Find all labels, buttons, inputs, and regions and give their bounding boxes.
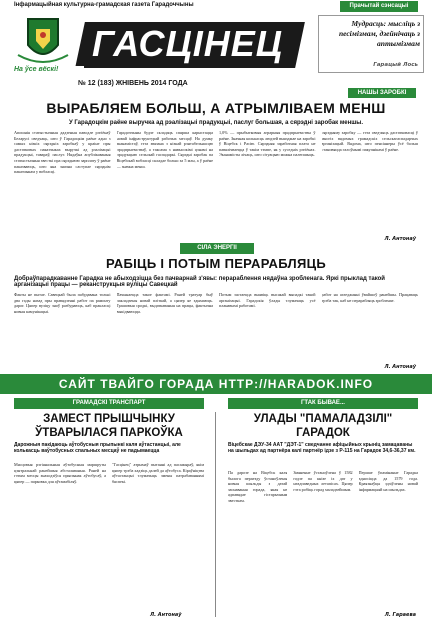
article1-col: Апошнія статыстычныя дадзеныя паводле рэгіёнаў Беларусі сведчаць, што ў Гарадоцкім раёне адно з самых нізкіх сярэдніх заробкаў у краіне пры дастатковых паказчыках выручкі ад рэалізацыі прадукцыі, тавараў, паслуг. Нядаўна апублікаваныя статыстычныя звесткі пра сярэднюю зарплату ў раёне паказваюць, што яна значна саступае сярэднім паказчыкам у вобласці. xyxy=(14,130,111,175)
motto-author: Гарацый Лось xyxy=(373,62,418,68)
slogan: На ўсе вёскі! xyxy=(14,66,84,78)
article1-headline: ВЫРАБЛЯЕМ БОЛЬШ, А АТРЫМЛІВАЕМ МЕНШ xyxy=(46,100,386,116)
article2-signature: Л. Антонаў xyxy=(384,364,416,370)
article2-body xyxy=(14,292,418,368)
article3-col: Мясцовыя рэгіянальныя аўтобусныя маршруты цэнтральнай ранейшыя абсталяваныя. Раней на гэтым месцы знаходзіўся прыпынак аўтобусаў, а цяпер — парковка для аўтамабіляў. xyxy=(14,462,106,484)
article2-tag: СІЛА ЭНЕРГІІ xyxy=(180,243,254,254)
tab-public-transport: ГРАМАДСКІ ТРАНСПАРТ xyxy=(14,398,204,409)
article1-col: 1,0% — прыбытковыя аграрныя прадпрыемствы ў раёне. Значная колькасць людзей выязджае на заробкі ў Віцебск і Расію. Сярэдняя заработная плата не павялічваецца ў такім тэмпе, як у суседніх рэгіёнах. Эканамісты лічаць, што сітуацыю можна палепшыць. xyxy=(219,130,316,158)
article4-col: Змяненне ўстаноўлена ў 1582 годзе па кнізе іх дат у неадпаведных летапісах. Цяпер гэта робіць горад маладзейшым. xyxy=(293,470,353,492)
coat-of-arms-icon xyxy=(12,15,74,67)
article4-col: Па дарозе на Віцебск каля былога пераезду ўстаноўлены новыя шыльды з датай заснавання горада, якая не адпавядае гістарычным звесткам. xyxy=(228,470,288,503)
article1-col: Гарадоччыны будзе складаць спярша карыстацца новай інфраструктурай рабочых месцаў. На думку эканамістаў, гэта звязана з нізкай рэнтабельнасцю прадпрыемстваў, а таксама з нявысокімі цэнамі на прадукцыю сельскай гаспадаркі. Сярэдні заробак па Віцебскай вобласці складае больш за 5 млн, а ў раёне — значна менш. xyxy=(116,130,213,169)
article1-col: сярэдняму заробку — гэта сведчыць дастатковасці ў многіх вядомых грамадскіх сельскагаспадарчых арганізацый. Вядома, што пенсіянеры ўсё больш становяцца галоўнымі пакупнікамі ў раёне. xyxy=(321,130,418,152)
article3-headline: ЗАМЕСТ ПРЫШЧЫНКУ ЎТВАРЫЛАСЯ ПАРКОЎКА xyxy=(35,413,183,439)
website-banner[interactable]: САЙТ ТВАЙГО ГОРАДА HTTP://HARADOK.INFO xyxy=(0,374,432,394)
rubric-label: Прачытай сэнсацыі xyxy=(340,1,418,12)
article4-headline: УЛАДЫ "ПАМАЛАДЗІЛІ" ГАРАДОК xyxy=(253,413,393,439)
article1-deck: У Гарадоцкім раёне выручка ад рэалізацыі прадукцыі, паслуг большая, а сярэдні заробак меншы. xyxy=(68,120,364,126)
article4-deck: Віцебскае ДЭУ-34 ААТ "ДЭТ-1" сведчанне афіцыйных крыніц замацаваны на шыльдах ад партнёра калі партнёр ідзе з P-115 на Гарадок 34,6-36,37 км. xyxy=(228,442,416,455)
article2-headline: РАБІЦЬ І ПОТЫМ ПЕРАРАБЛЯЦЬ xyxy=(105,256,327,271)
article1-body xyxy=(14,130,418,236)
newspaper-title: ГАСЦІНЕЦ xyxy=(92,23,283,64)
article1-signature: Л. Антонаў xyxy=(384,236,416,242)
issue-number: № 12 (183) ЖНІВЕНЬ 2014 ГОДА xyxy=(78,80,188,87)
section-tag: НАШЫ ЗАРОБКІ xyxy=(348,88,416,98)
motto-text: Мудрасць: мысліць з песімізмам, дзейнічаць з аптымізмам xyxy=(338,19,420,48)
tab-it-happens: ГТАК БЫВАЕ... xyxy=(228,398,418,409)
article4-signature: Л. Гараева xyxy=(384,612,416,618)
article3-body xyxy=(14,462,204,612)
article3-col: "Гасцінец" атрымаў пытанні ад пасажыраў, якім цяпер трэба хадзіць далей да аўтобуса. Кіраўніцтва аўтастанцыі тлумачыць змены патрабаваннямі бяспекі. xyxy=(112,462,204,484)
article3-deck: Дарожныя пакідаюць аўтобусныя прыпынкі каля аўтастанцыі, але колькасць ваўтобусных спальных месцаў не падымаецца xyxy=(14,442,181,455)
tagline: Інфармацыйная культурна-грамадская газета Гарадоччыны xyxy=(14,2,194,8)
article2-col: Пачынаецца такое фактамі. Раней тратуар быў пакладзены новай пліткай, а цяпер яе здымаюць. Грашовыя сродкі, выдаткаваныя на працы, фактычна выкідваюцца. xyxy=(116,292,213,314)
article4-col: Першае ўпамінанне Гарадка адносіцца да 1579 года. Краязнаўцы здзіўлены новай інфармацыяй на шыльдах. xyxy=(358,470,418,492)
article2-deck: Добраўпарадкаванне Гарадка не абыходзіцца без пачварнай з'явы: перараблення нядаўна зробленага. Яркі прыклад такой арганізацыі працы — реканструкцыя вуліцы Савецкай xyxy=(14,276,385,288)
article4-body xyxy=(228,470,418,612)
article2-col: работ на агледжанні ўвайшоў ранейшы. Працаваць трэба так, каб не перарабляць зробленае. xyxy=(321,292,418,303)
column-divider xyxy=(215,412,216,617)
article2-col: Факты не пытае. Савецкай была пабудавана толькі два гады назад пры правядзенні работ па рамонту дарог. Цяпер вуліцу зноў разбураюць, каб пракласці новыя камунікацыі. xyxy=(14,292,111,314)
article2-col: Потым застаецца выявіць высакай выпадкі такой арганізацыі. Гарадскія ўлады тлумачаць усё планавымі работамі. xyxy=(219,292,316,309)
article3-signature: Л. Антонаў xyxy=(150,612,182,618)
